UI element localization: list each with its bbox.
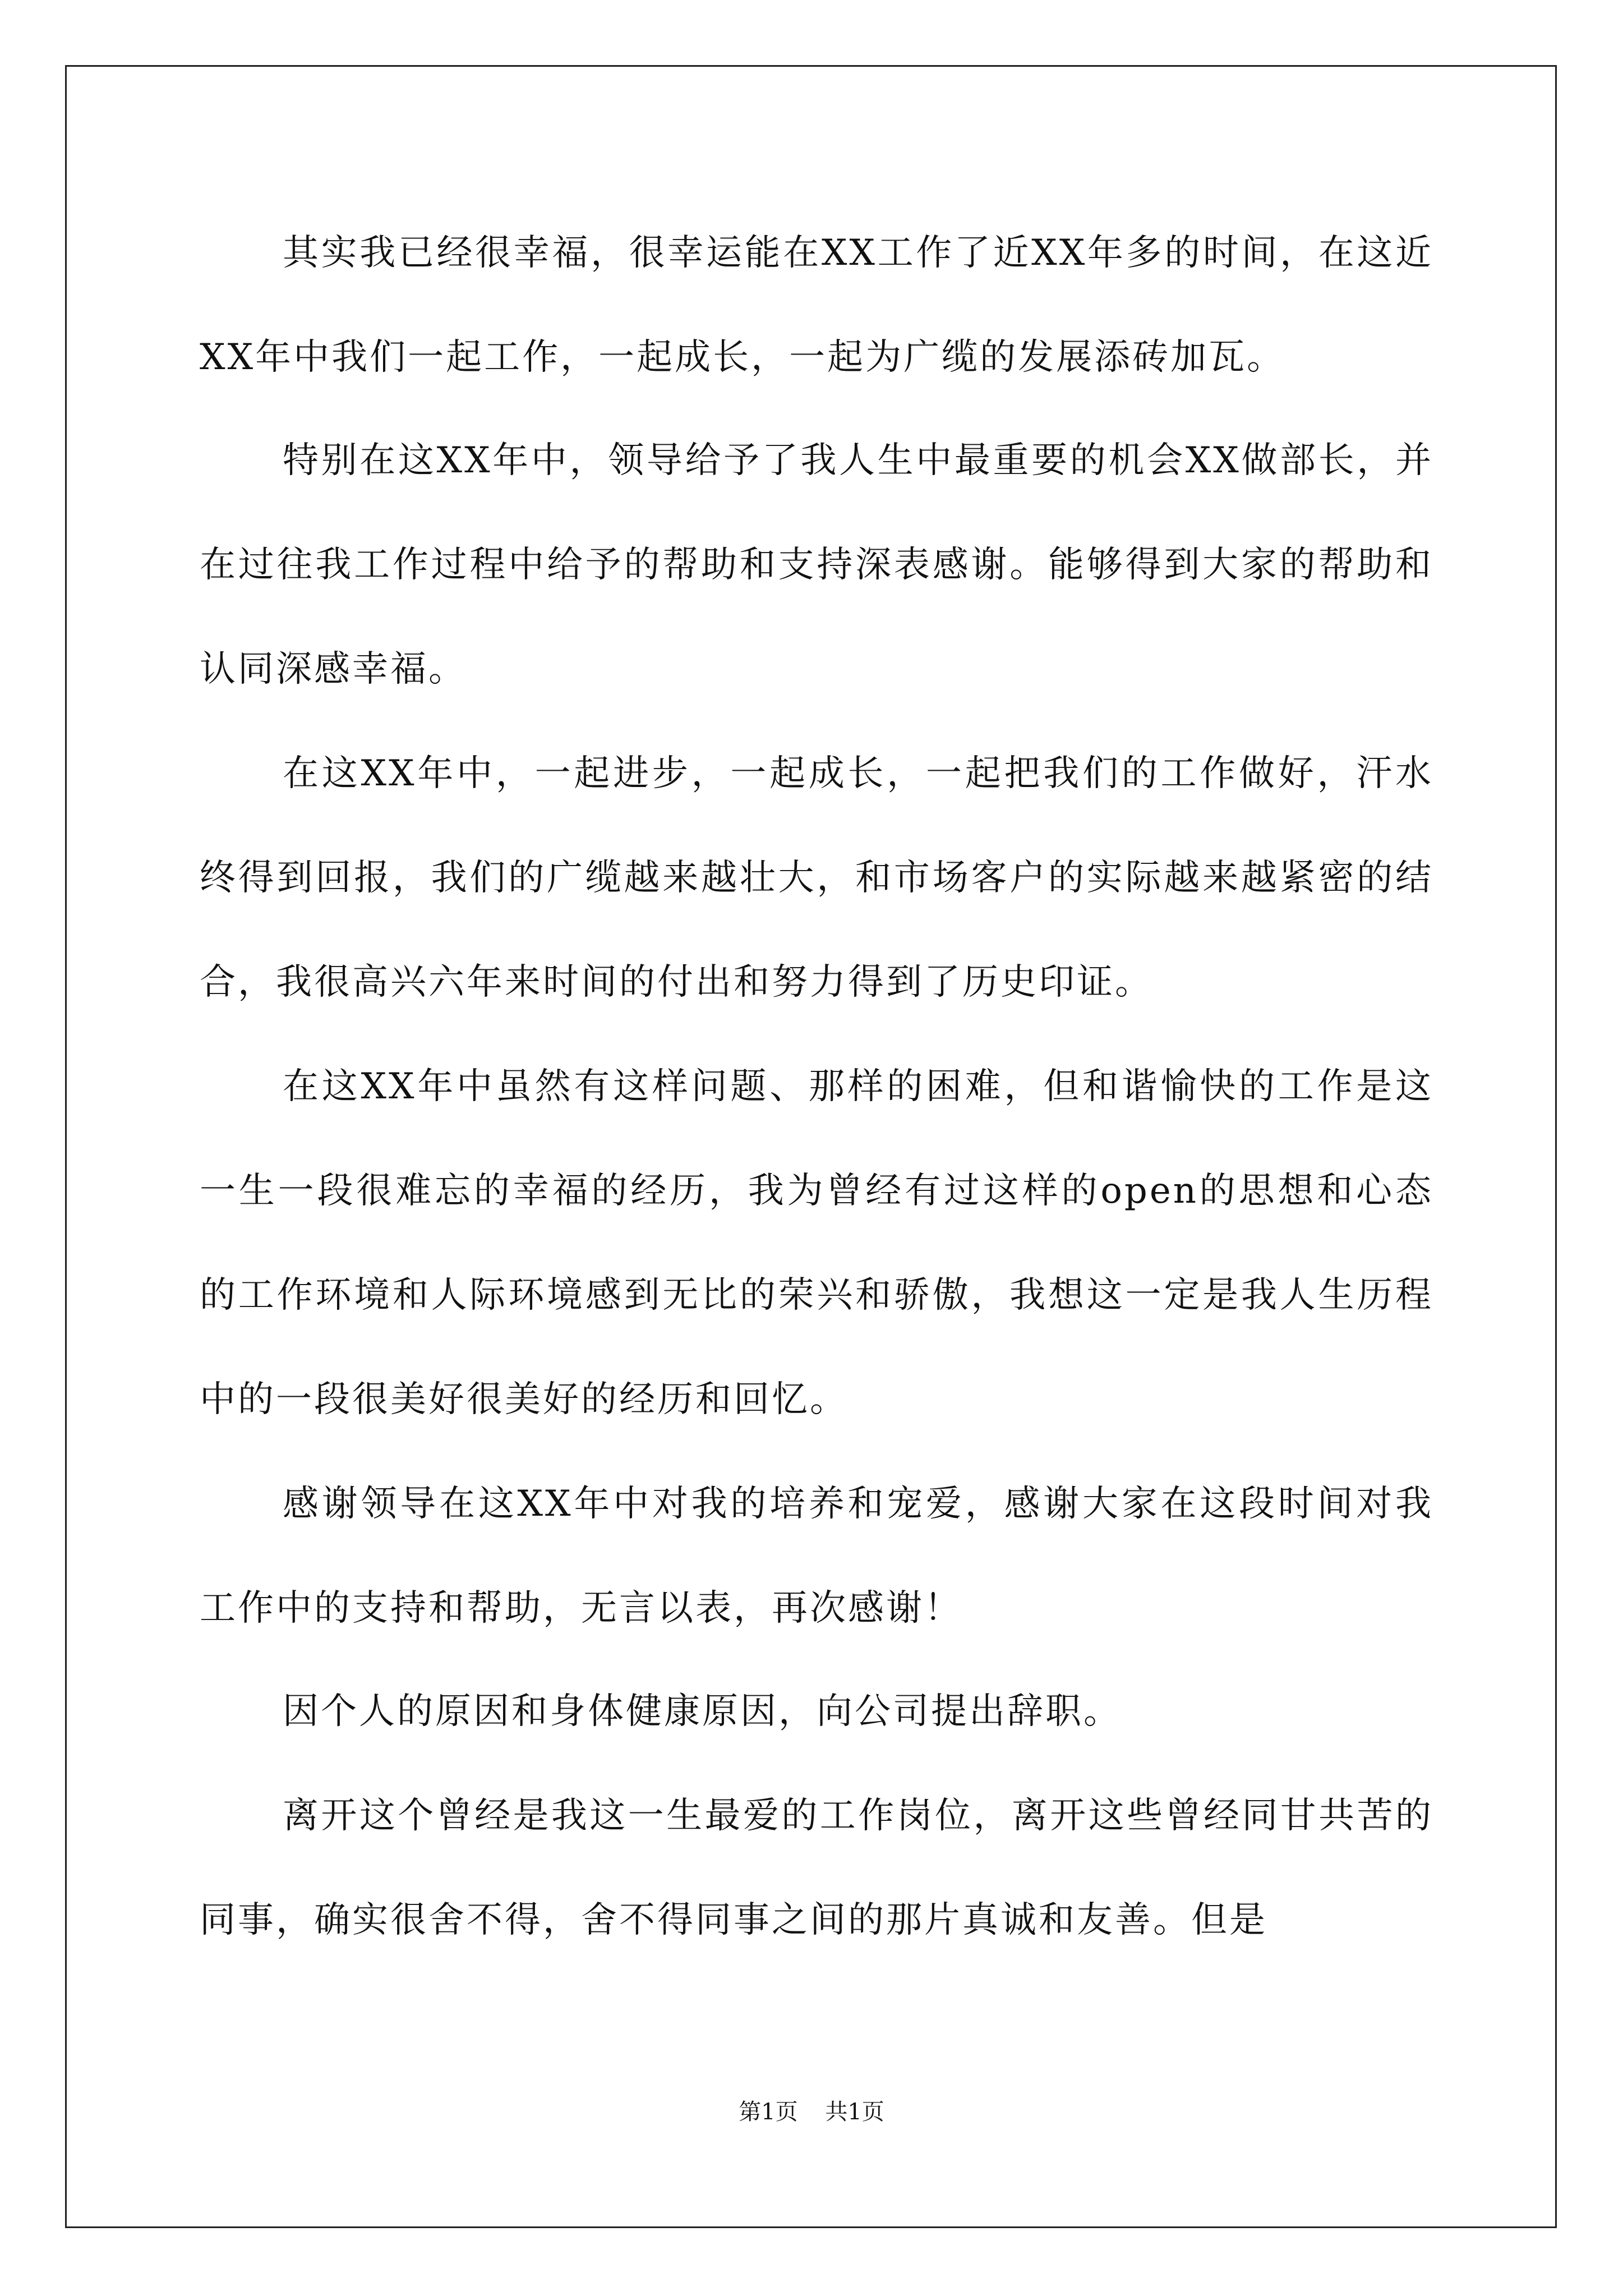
paragraph-1: 其实我已经很幸福，很幸运能在XX工作了近XX年多的时间，在这近XX年中我们一起工作，一起成长，一起为广缆的发展添砖加瓦。 bbox=[200, 232, 1433, 378]
paragraph-4: 在这XX年中虽然有这样问题、那样的困难，但和谐愉快的工作是这一生一段很难忘的幸福的经历，我为曾经有过这样的open的思想和心态的工作环境和人际环境感到无比的荣兴和骄傲，我想这一定是我人生历程中的一段很美好很美好的经历和回忆。 bbox=[200, 1066, 1433, 1420]
paragraph-2: 特别在这XX年中，领导给予了我人生中最重要的机会XX做部长，并在过往我工作过程中给予的帮助和支持深表感谢。能够得到大家的帮助和认同深感幸福。 bbox=[200, 440, 1433, 690]
paragraph-7: 离开这个曾经是我这一生最爱的工作岗位，离开这些曾经同甘共苦的同事，确实很舍不得，舍不得同事之间的那片真诚和友善。但是 bbox=[200, 1795, 1433, 1941]
paragraph-5: 感谢领导在这XX年中对我的培养和宠爱，感谢大家在这段时间对我工作中的支持和帮助，无言以表，再次感谢！ bbox=[200, 1483, 1433, 1629]
page-number: 第1页 bbox=[739, 2099, 798, 2125]
paragraph-3: 在这XX年中，一起进步，一起成长，一起把我们的工作做好，汗水终得到回报，我们的广缆越来越壮大，和市场客户的实际越来越紧密的结合，我很高兴六年来时间的付出和努力得到了历史印证。 bbox=[200, 753, 1433, 1003]
page-footer bbox=[0, 2095, 1623, 2129]
paragraph-6: 因个人的原因和身体健康原因，向公司提出辞职。 bbox=[283, 1691, 1122, 1732]
page-total: 共1页 bbox=[825, 2099, 884, 2125]
